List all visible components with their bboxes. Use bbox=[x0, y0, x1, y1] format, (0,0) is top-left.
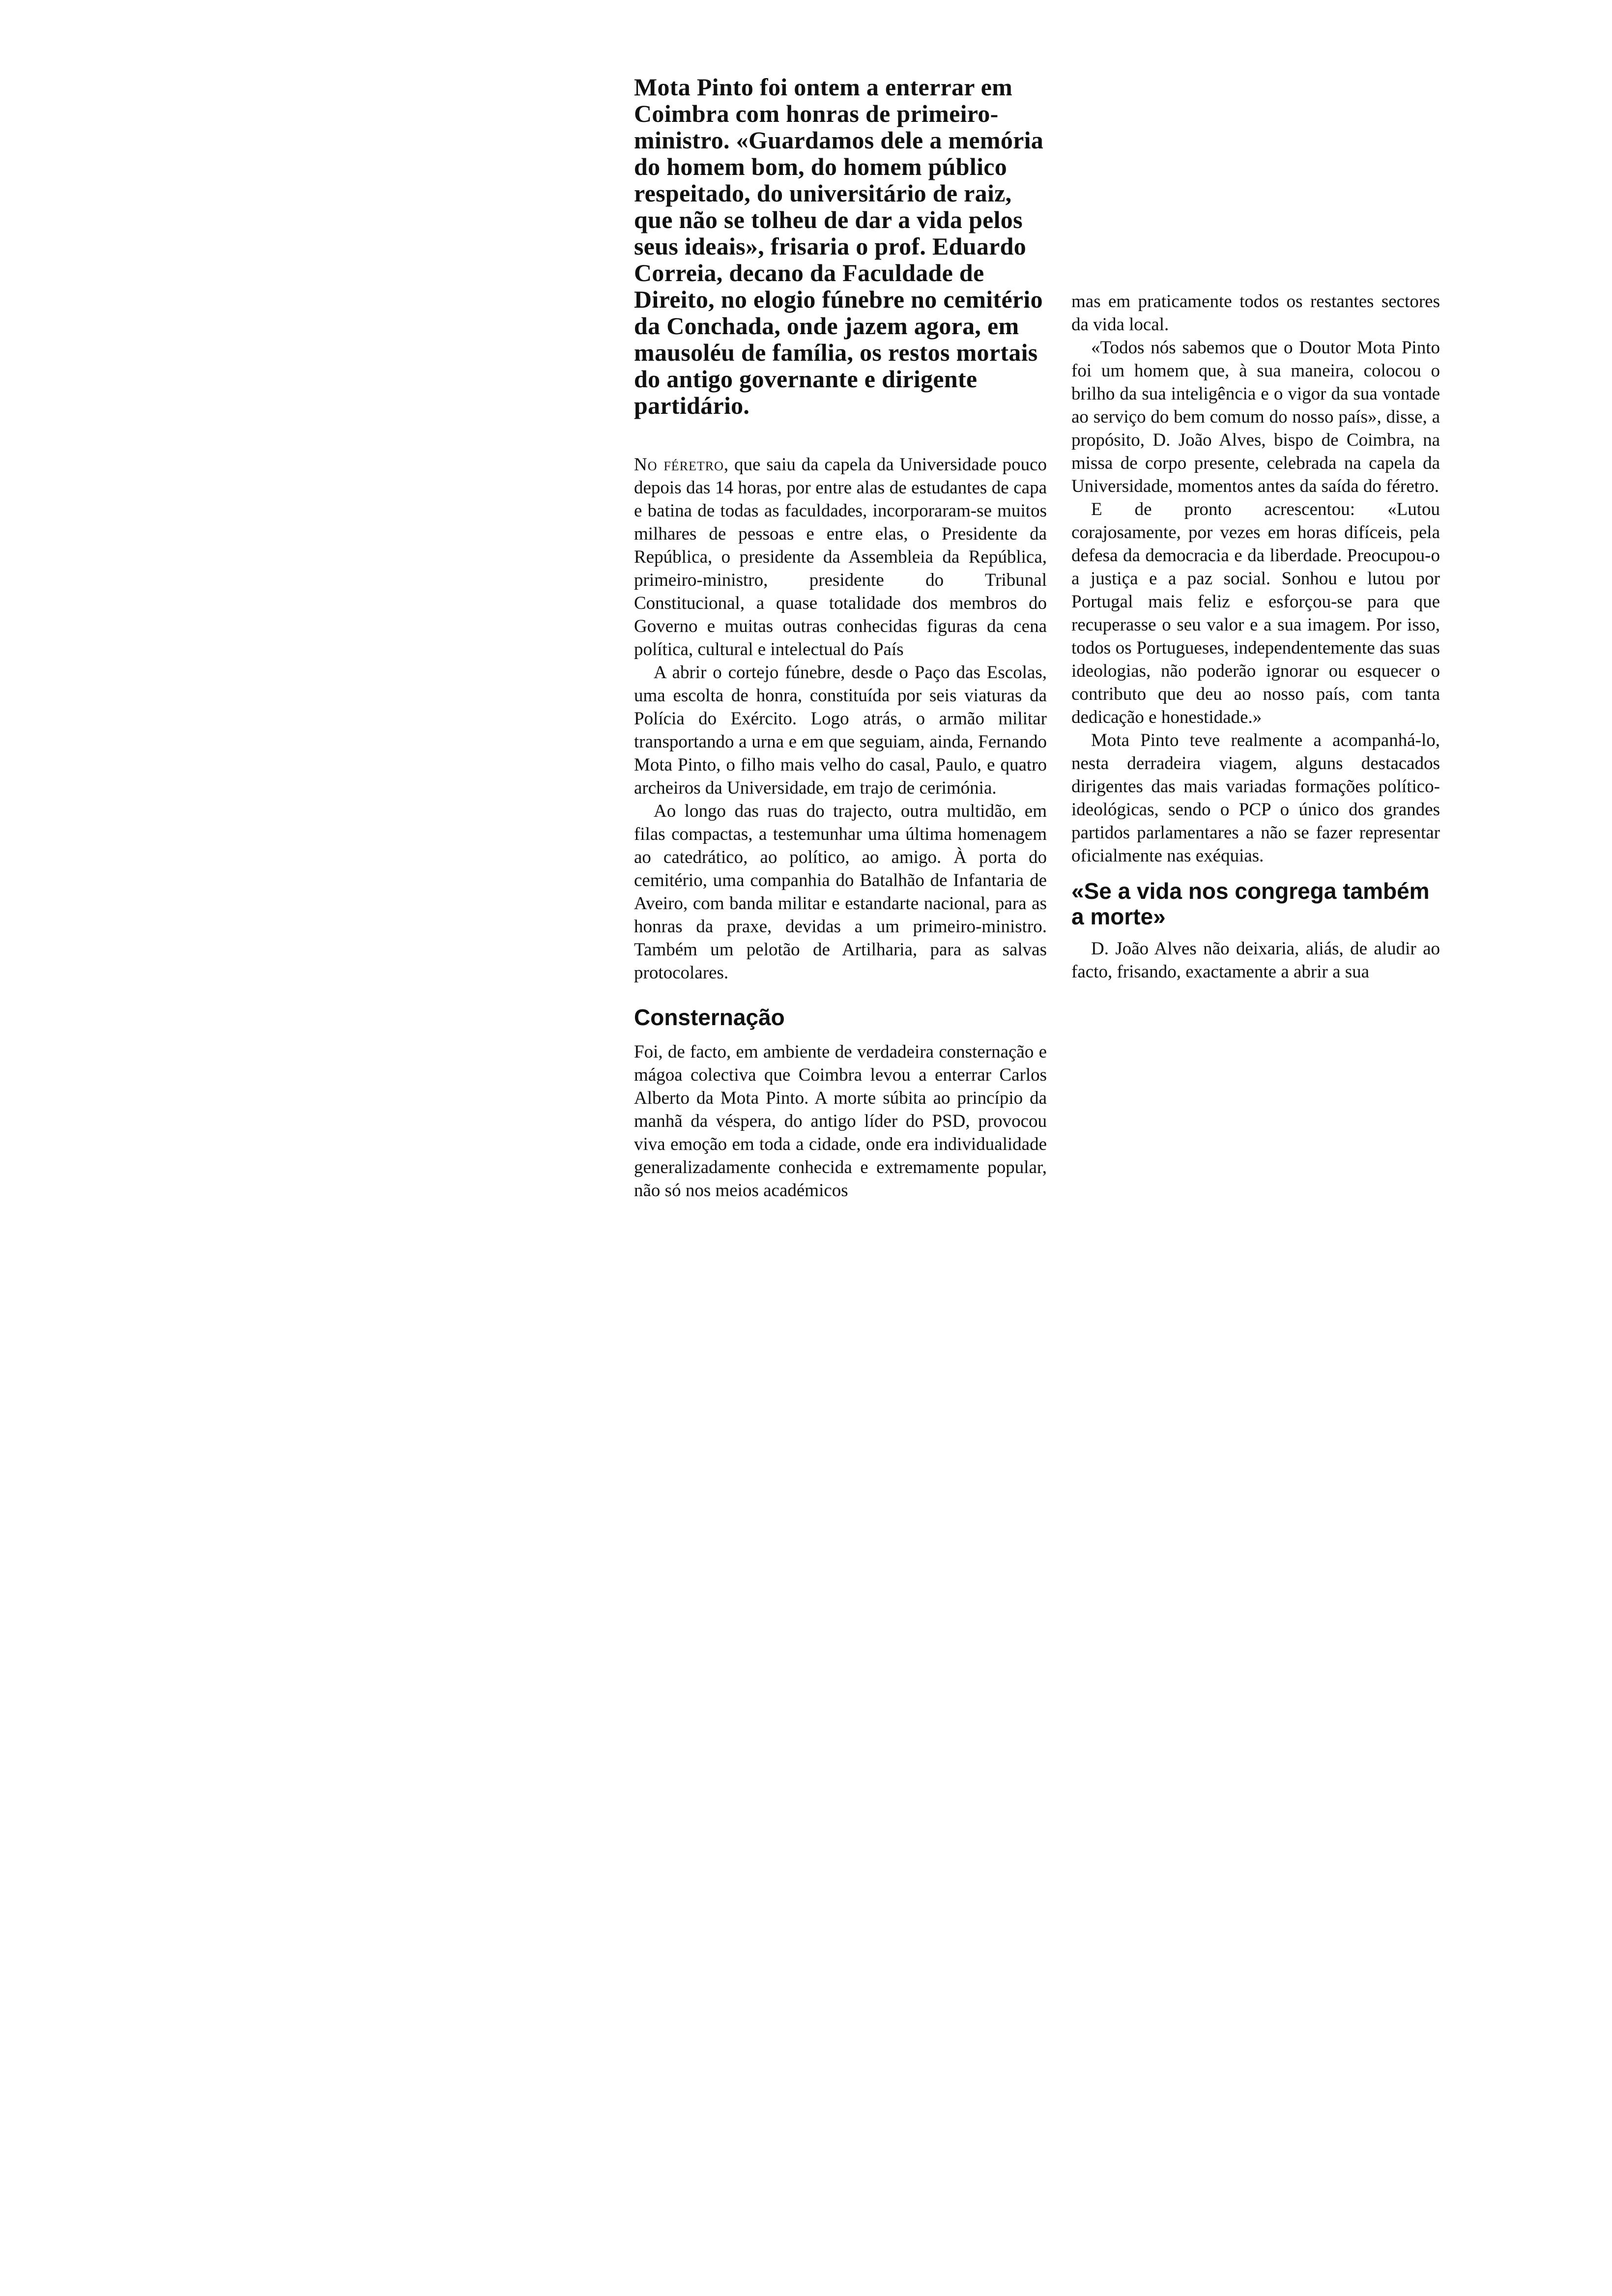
article-column-right bbox=[1071, 290, 1440, 983]
article-paragraph-5: mas em praticamente todos os restantes sectores da vida local. bbox=[1071, 291, 1440, 335]
article-paragraph-7: E de pronto acrescentou: «Lutou corajosamente, por vezes em horas difíceis, pela defesa da democracia e da liberdade. Preocupou-o a justiça e a paz social. Sonhou e lutou por Portugal mais feliz e esforçou-se para que recuperasse o seu valor e a sua imagem. Por isso, todos os Portugueses, independentemente das suas ideologias, não poderão ignorar ou esquecer o contributo que deu ao nosso país, com tanta dedicação e honestidade.» bbox=[1071, 499, 1440, 727]
article-paragraph-4: Foi, de facto, em ambiente de verdadeira consternação e mágoa colectiva que Coimbra levou a enterrar Carlos Alberto da Mota Pinto. A morte súbita ao princípio da manhã da véspera, do antigo líder do PSD, provocou viva emoção em toda a cidade, onde era individualidade generalizadamente conhecida e extremamente popular, não só nos meios académicos bbox=[634, 1042, 1047, 1201]
article-paragraph-6: «Todos nós sabemos que o Doutor Mota Pinto foi um homem que, à sua maneira, colocou o brilho da sua inteligência e o vigor da sua vontade ao serviço do bem comum do nosso país», disse, a propósito, D. João Alves, bispo de Coimbra, na missa de corpo presente, celebrada na capela da Universidade, momentos antes da saída do féretro. bbox=[1071, 338, 1440, 496]
article-paragraph-9: D. João Alves não deixaria, aliás, de aludir ao facto, frisando, exactamente a abrir a sua bbox=[1071, 939, 1440, 982]
paragraph-1-text: , que saiu da capela da Universidade pouco depois das 14 horas, por entre alas de estudantes de capa e batina de todas as faculdades, incorporaram-se muitos milhares de pessoas e entre elas, o Presidente da República, o presidente da Assembleia da República, primeiro-ministro, presidente do Tribunal Constitucional, a quase totalidade dos membros do Governo e muitas outras conhecidas figuras da cena política, cultural e intelectual do País bbox=[634, 455, 1047, 660]
article-paragraph-3: Ao longo das ruas do trajecto, outra multidão, em filas compactas, a testemunhar uma última homenagem ao catedrático, ao político, ao amigo. À porta do cemitério, uma companhia do Batalhão de Infantaria de Aveiro, com banda militar e estandarte nacional, para as honras da praxe, devidas a um primeiro-ministro. Também um pelotão de Artilharia, para as salvas protocolares. bbox=[634, 801, 1047, 983]
article-paragraph-2: A abrir o cortejo fúnebre, desde o Paço das Escolas, uma escolta de honra, constituída por seis viaturas da Polícia do Exército. Logo atrás, o armão militar transportando a urna e em que seguiam, ainda, Fernando Mota Pinto, o filho mais velho do casal, Paulo, e quatro archeiros da Universidade, em trajo de cerimónia. bbox=[634, 662, 1047, 798]
article-column-left bbox=[634, 74, 1047, 1202]
section-heading-vida-morte: «Se a vida nos congrega também a morte» bbox=[1071, 878, 1430, 929]
article-paragraph-8: Mota Pinto teve realmente a acompanhá-lo, nesta derradeira viagem, alguns destacados dirigentes das mais variadas formações político-ideológicas, sendo o PCP o único dos grandes partidos parlamentares a não se fazer representar oficialmente nas exéquias. bbox=[1071, 730, 1440, 866]
section-heading-consternacao: Consternação bbox=[634, 1004, 785, 1030]
article-lead: Mota Pinto foi ontem a enterrar em Coimbra com honras de primeiro-ministro. «Guardamos dele a memória do homem bom, do homem público respeitado, do universitário de raiz, que não se tolheu de dar a vida pelos seus ideais», frisaria o prof. Eduardo Correia, decano da Faculdade de Direito, no elogio fúnebre no cemitério da Conchada, onde jazem agora, em mausoléu de família, os restos mortais do antigo governante e dirigente partidário. bbox=[634, 73, 1044, 419]
paragraph-opening-words: No féretro bbox=[634, 455, 724, 475]
article-paragraph-1 bbox=[634, 453, 1047, 661]
